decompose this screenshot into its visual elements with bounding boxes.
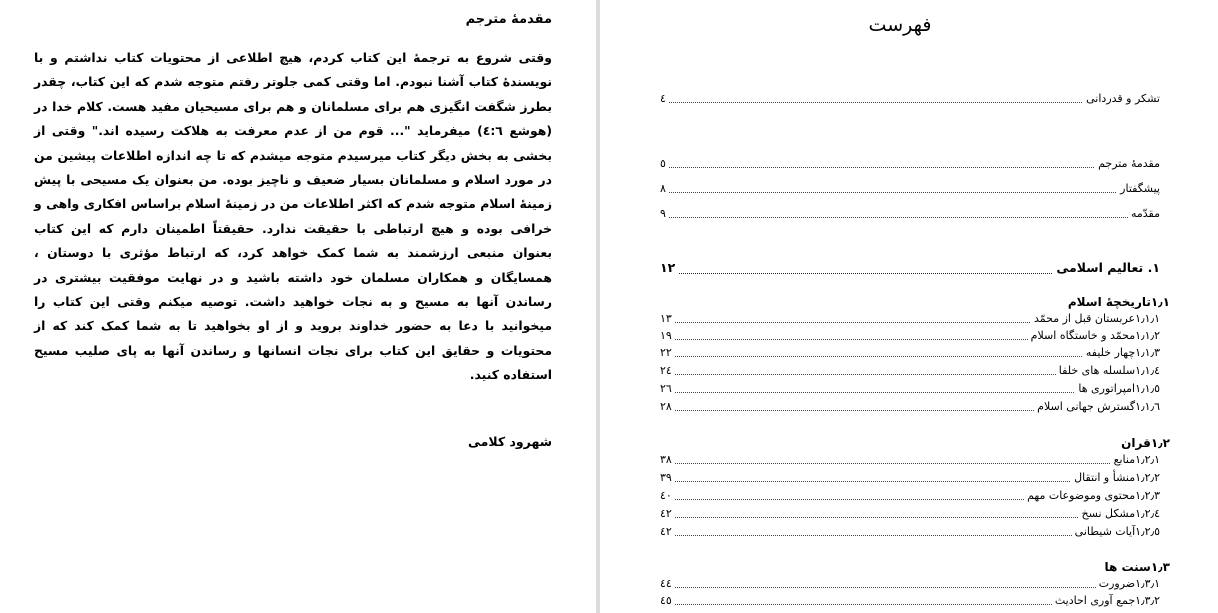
toc-subentry[interactable] <box>660 594 1160 610</box>
toc-chapter-label: ١. تعالیم اسلامی <box>1053 260 1160 275</box>
leader-dots <box>660 167 1160 168</box>
toc-entry-label: مقدمهٔ مترجم <box>1095 157 1160 170</box>
toc-chapter-1[interactable] <box>660 260 1160 276</box>
toc-entry-label: ١٫١٫١عربستان قبل از محمّد <box>1031 312 1160 325</box>
toc-section-heading[interactable]: ١٫١تاریخچهٔ اسلام <box>1067 295 1170 309</box>
toc-entry-page: ٤٢ <box>660 525 675 538</box>
toc-subentry[interactable] <box>660 453 1160 469</box>
toc-entry-label: پیشگفتار <box>1117 182 1160 195</box>
toc-subentry[interactable] <box>660 364 1160 380</box>
toc-entry-page: ٣٨ <box>660 453 675 466</box>
intro-body <box>34 46 552 388</box>
toc-entry-label: ١٫١٫٥امپراتوری ها <box>1075 382 1160 395</box>
toc-entry-page: ٥ <box>660 157 669 170</box>
intro-paragraph: وقتی شروع به ترجمهٔ این کتاب کردم، هیچ اطلاعی از محتویات کتاب نداشتم و با نویسندهٔ کتاب آشنا نبودم. اما وقتی کمی جلوتر رفتم متوجه شدم که این کتاب، چقدر بطرز شگفت انگیزی هم برای مسلمانان و هم برای مسیحیان مفید هست. کلام خدا در (هوشع ٤:٦) میفرماید "... قوم من از عدم معرفت به هلاکت رسیده اند." وقتی از بخشی به بخش دیگر کتاب میرسیدم متوجه میشدم که تا چه اندازه اطلاعات پیشین من در مورد اسلام و مسلمانان بسیار ضعیف و ناچیز بوده. من بعنوان یک مسیحی با پیش زمینهٔ اسلام متوجه شدم که اکثر اطلاعات من در زمینهٔ اسلام براساس افکاری واهی و خرافی بوده و هیچ ارتباطی با حقیقت ندارد. حقیقتاً اطمینان دارم که این کتاب بعنوان منبعی ارزشمند به شما کمک خواهد کرد، که ارتباط مؤثری با دوستان ، همسایگان و همکاران مسلمان خود داشته باشید و در نهایت موفقیت بیشتری در رساندن آنها به مسیح و به نجات خواهید داشت. توصیه میکنم وقتی این کتاب را میخوانید با دعا به حضور خداوند بروید و از او بخواهید تا به شما کمک کند که از محتویات و حقایق این کتاب برای نجات انسانها و رساندن آنها به پای صلیب مسیح استفاده کنید. <box>34 50 552 383</box>
leader-dots <box>660 217 1160 218</box>
toc-subentry[interactable] <box>660 346 1160 362</box>
toc-section-heading[interactable]: ١٫٣سنت ها <box>1104 560 1170 574</box>
toc-entry-label: ١٫١٫٦گسترش جهانی اسلام <box>1034 400 1160 413</box>
toc-subentry[interactable] <box>660 471 1160 487</box>
toc-entry-label: ١٫١٫٢محمّد و خاستگاه اسلام <box>1028 329 1160 342</box>
toc-entry-page: ٢٤ <box>660 364 675 377</box>
toc-subentry[interactable] <box>660 489 1160 505</box>
toc-entry-page: ٩ <box>660 207 669 220</box>
toc-entry-label: مقدّمه <box>1128 207 1160 220</box>
toc-subentry[interactable] <box>660 329 1160 345</box>
table-of-contents-page <box>600 0 1218 613</box>
toc-entry-page: ٨ <box>660 182 669 195</box>
toc-entry-label: ١٫٢٫٤مشکل نسخ <box>1079 507 1160 520</box>
toc-entry-page: ٤٢ <box>660 507 675 520</box>
toc-entry-introduction[interactable] <box>660 207 1160 223</box>
toc-entry-page: ٤ <box>660 92 669 105</box>
toc-title: فهرست <box>868 14 932 36</box>
toc-entry-page: ٣٩ <box>660 471 675 484</box>
toc-entry-label: ١٫٢٫٢منشأ و انتقال <box>1071 471 1160 484</box>
toc-subentry[interactable] <box>660 312 1160 328</box>
toc-entry-page: ١٣ <box>660 312 675 325</box>
toc-entry-page: ١٩ <box>660 329 675 342</box>
toc-subentry[interactable] <box>660 507 1160 523</box>
toc-section-heading[interactable]: ١٫٢قران <box>1121 436 1170 450</box>
toc-subentry[interactable] <box>660 382 1160 398</box>
toc-entry-page: ٢٨ <box>660 400 675 413</box>
toc-entry-preface[interactable] <box>660 182 1160 198</box>
toc-entry-label: ١٫٣٫٢جمع آوری احادیث <box>1052 594 1160 607</box>
leader-dots <box>660 463 1160 464</box>
intro-title: مقدمهٔ مترجم <box>465 12 552 27</box>
toc-entry-page: ٢٢ <box>660 346 675 359</box>
toc-entry-label: ١٫١٫٤سلسله های خلفا <box>1056 364 1160 377</box>
toc-chapter-page: ١٢ <box>660 260 678 275</box>
toc-subentry[interactable] <box>660 577 1160 593</box>
toc-subentry[interactable] <box>660 525 1160 541</box>
toc-entry-page: ٤٤ <box>660 577 675 590</box>
toc-entry-page: ٤٥ <box>660 594 675 607</box>
toc-entry-label: ١٫٣٫١ضرورت <box>1096 577 1160 590</box>
toc-entry-page: ٢٦ <box>660 382 675 395</box>
translator-signature: شهرود کلامی <box>467 434 552 449</box>
toc-entry-label: ١٫٢٫٣محتوی وموضوعات مهم <box>1024 489 1160 502</box>
toc-subentry[interactable] <box>660 400 1160 416</box>
leader-dots <box>660 587 1160 588</box>
toc-entry-label: ١٫١٫٣چهار خلیفه <box>1083 346 1160 359</box>
toc-entry-label: ١٫٢٫١منابع <box>1111 453 1160 466</box>
toc-entry-acknowledgements[interactable] <box>660 92 1160 108</box>
leader-dots <box>660 192 1160 193</box>
toc-entry-label: ١٫٢٫٥آیات شیطانی <box>1072 525 1160 538</box>
toc-entry-translator-intro[interactable] <box>660 157 1160 173</box>
translator-intro-page <box>0 0 596 613</box>
toc-entry-label: تشکر و قدردانی <box>1083 92 1160 105</box>
toc-entry-page: ٤٠ <box>660 489 675 502</box>
